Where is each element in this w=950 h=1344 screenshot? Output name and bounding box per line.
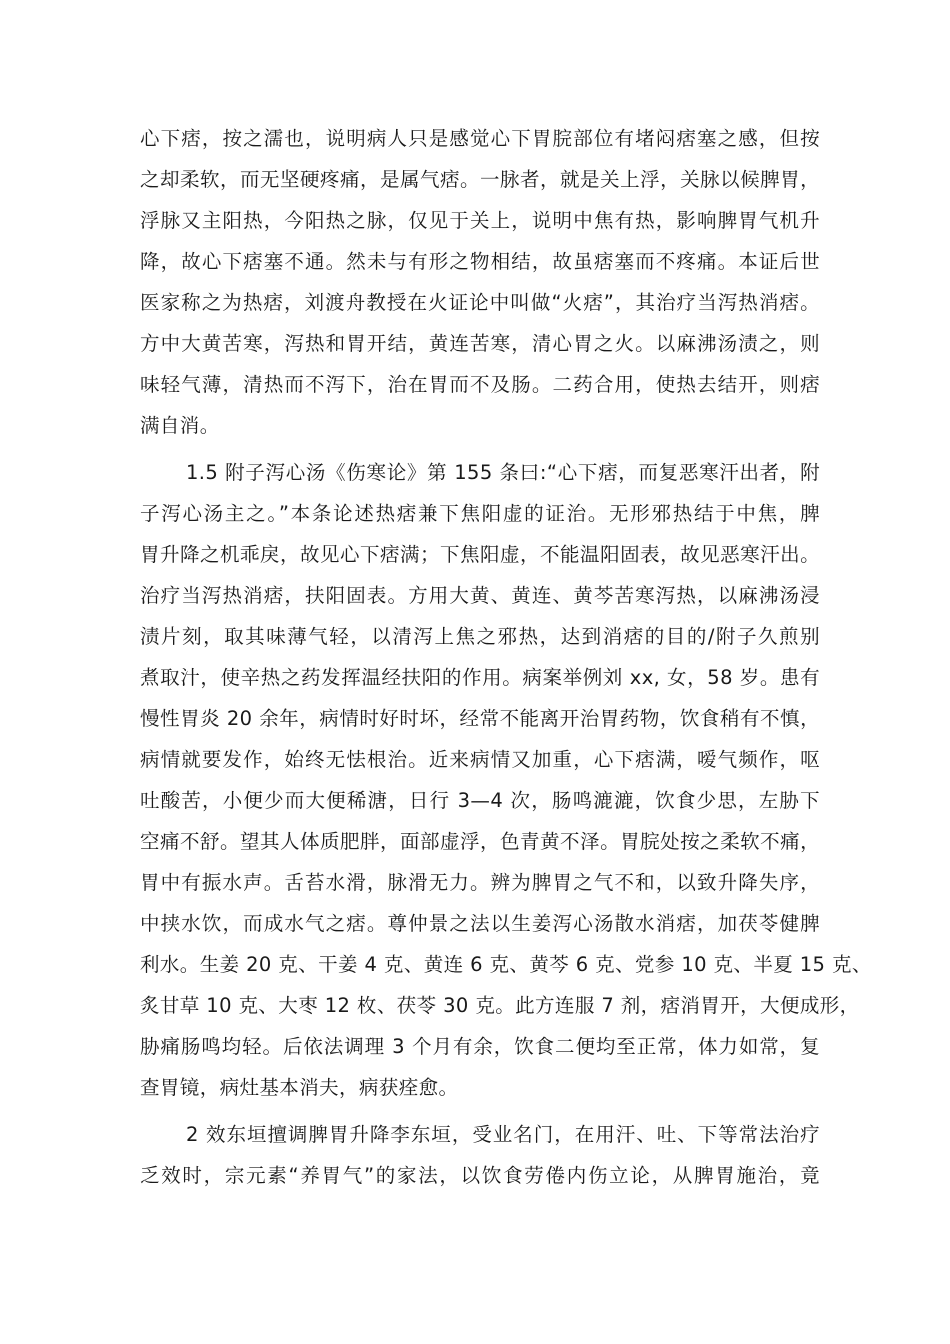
text-line: 医家称之为热痞，刘渡舟教授在火证论中叫做“火痞”，其治疗当泻热消痞。 (140, 291, 820, 314)
paragraph (140, 452, 872, 1108)
text-line: 2 效东垣擅调脾胃升降李东垣，受业名门，在用汗、吐、下等常法治疗 (186, 1123, 820, 1146)
paragraph (140, 118, 820, 446)
text-line: 病情就要发作，始终无怯根治。近来病情又加重，心下痞满，嗳气频作，呕 (140, 748, 820, 771)
text-line: 之却柔软，而无坚硬疼痛，是属气痞。一脉者，就是关上浮，关脉以候脾胃， (140, 168, 820, 191)
text-line: 降，故心下痞塞不通。然未与有形之物相结，故虽痞塞而不疼痛。本证后世 (140, 250, 820, 273)
text-line: 1.5 附子泻心汤《伤寒论》第 155 条曰:“心下痞，而复恶寒汗出者，附 (186, 461, 820, 484)
text-line: 浮脉又主阳热，今阳热之脉，仅见于关上，说明中焦有热，影响脾胃气机升 (140, 209, 820, 232)
text-line: 慢性胃炎 20 余年，病情时好时坏，经常不能离开治胃药物，饮食稍有不慎， (140, 707, 820, 730)
text-line: 中挟水饮，而成水气之痞。尊仲景之法以生姜泻心汤散水消痞，加茯苓健脾 (140, 912, 820, 935)
text-line: 心下痞，按之濡也，说明病人只是感觉心下胃脘部位有堵闷痞塞之感，但按 (140, 127, 820, 150)
paragraph (140, 1114, 820, 1196)
text-line: 乏效时，宗元素“养胃气”的家法，以饮食劳倦内伤立论，从脾胃施治，竟 (140, 1164, 820, 1187)
text-line: 方中大黄苦寒，泻热和胃开结，黄连苦寒，清心胃之火。以麻沸汤渍之，则 (140, 332, 820, 355)
text-line: 煮取汁，使辛热之药发挥温经扶阳的作用。病案举例刘 xx, 女，58 岁。患有 (140, 666, 820, 689)
text-line: 炙甘草 10 克、大枣 12 枚、茯苓 30 克。此方连服 7 剂，痞消胃开，大便成形， (140, 994, 860, 1017)
text-line: 治疗当泻热消痞，扶阳固表。方用大黄、黄连、黄芩苦寒泻热，以麻沸汤浸 (140, 584, 820, 607)
text-line: 满自消。 (140, 414, 220, 437)
text-line: 味轻气薄，清热而不泻下，治在胃而不及肠。二药合用，使热去结开，则痞 (140, 373, 820, 396)
text-line: 胁痛肠鸣均轻。后依法调理 3 个月有余，饮食二便均至正常，体力如常，复 (140, 1035, 820, 1058)
text-line: 胃升降之机乖戾，故见心下痞满；下焦阳虚，不能温阳固表，故见恶寒汗出。 (140, 543, 820, 566)
text-line: 渍片刻，取其味薄气轻，以清泻上焦之邪热，达到消痞的目的/附子久煎别 (140, 625, 820, 648)
text-line: 利水。生姜 20 克、干姜 4 克、黄连 6 克、黄芩 6 克、党参 10 克、半夏 15 克、 (140, 953, 872, 976)
text-line: 胃中有振水声。舌苔水滑，脉滑无力。辨为脾胃之气不和，以致升降失序， (140, 871, 820, 894)
text-line: 吐酸苦，小便少而大便稀溏，日行 3—4 次，肠鸣漉漉，饮食少思，左胁下 (140, 789, 820, 812)
text-line: 查胃镜，病灶基本消夫，病获痊愈。 (140, 1076, 459, 1099)
document-body (140, 118, 872, 1196)
text-line: 空痛不舒。望其人体质肥胖，面部虚浮，色青黄不泽。胃脘处按之柔软不痛， (140, 830, 820, 853)
text-line: 子泻心汤主之。”本条论述热痞兼下焦阳虚的证治。无形邪热结于中焦，脾 (140, 502, 820, 525)
